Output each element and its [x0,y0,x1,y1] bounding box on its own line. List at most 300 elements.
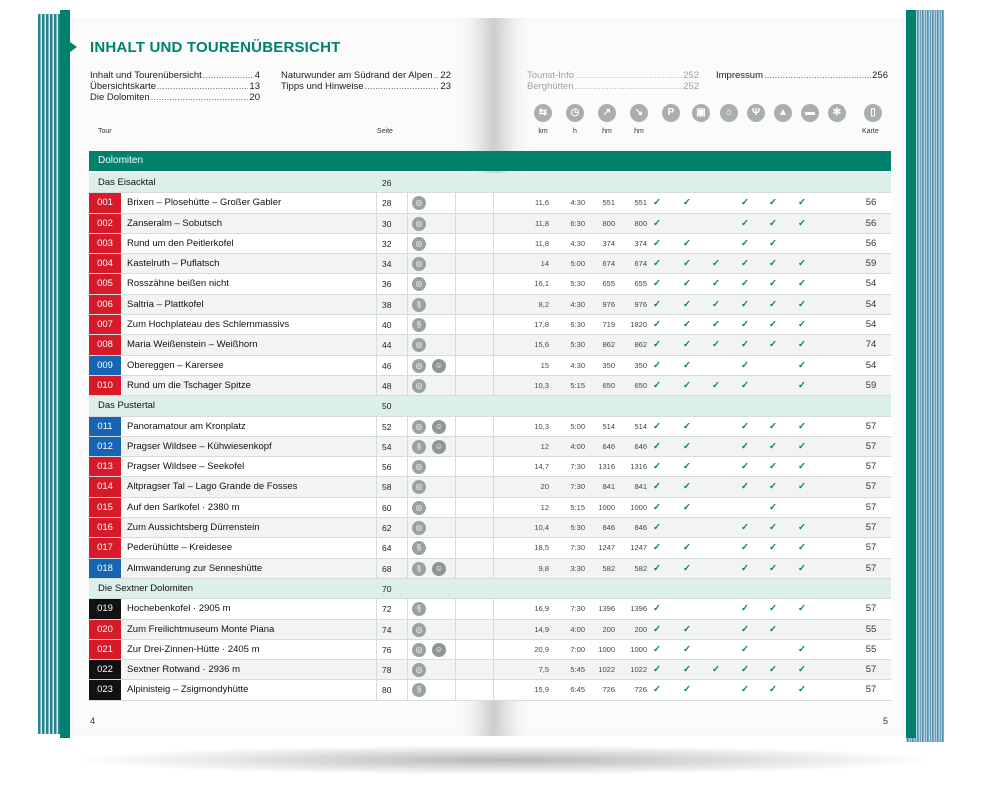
tour-descent: 862 [634,340,647,350]
tour-name: Panoramatour am Kronplatz [127,420,246,432]
column-divider [455,660,456,679]
toc-page: 22 [440,70,451,81]
check-icon: ✓ [683,481,691,493]
difficulty-icon: § [412,683,426,697]
check-icon: ✓ [769,522,777,534]
tour-number: 017 [89,538,121,557]
tour-number: 011 [89,417,121,436]
column-divider [376,193,377,212]
tour-name: Auf den Sarlkofel · 2380 m [127,501,240,513]
icon-column [772,104,794,122]
check-icon: ✓ [653,217,661,229]
tour-ascent: 846 [602,523,615,533]
tour-row[interactable] [89,518,891,538]
difficulty-icon: ◎ [412,480,426,494]
check-icon: ✓ [712,278,720,290]
column-divider [407,274,408,293]
family-icon: ☺ [432,440,446,454]
check-icon: ✓ [683,501,691,513]
check-icon: ✓ [769,623,777,635]
tour-row[interactable] [89,274,891,294]
ascent-icon: ↗ [598,104,616,122]
check-icon: ✓ [741,542,749,554]
check-icon: ✓ [712,298,720,310]
tour-ascent: 719 [602,320,615,330]
tour-ascent: 650 [602,380,615,390]
cable-car-icon: ⌂ [720,104,738,122]
tour-map-number: 57 [865,481,877,493]
tour-row[interactable] [89,335,891,355]
column-divider [407,335,408,354]
column-divider [493,457,494,476]
map-icon: ▯ [864,104,882,122]
tour-distance: 18,5 [534,543,549,553]
column-divider [493,559,494,578]
column-divider [376,660,377,679]
toc-entry[interactable] [527,81,699,92]
tour-duration: 5:45 [570,665,585,675]
tour-row[interactable] [89,193,891,213]
icon-column [799,104,821,122]
check-icon: ✓ [683,440,691,452]
tour-page: 40 [382,320,392,331]
tour-row[interactable] [89,498,891,518]
tour-descent: 841 [634,482,647,492]
check-icon: ✓ [712,339,720,351]
tour-row[interactable] [89,538,891,558]
difficulty-icon: ◎ [412,379,426,393]
tour-duration: 5:30 [570,523,585,533]
tour-row[interactable] [89,599,891,619]
check-icon: ✓ [712,379,720,391]
toc-leader [203,70,254,81]
tour-descent: 514 [634,421,647,431]
column-divider [455,559,456,578]
check-icon: ✓ [798,379,806,391]
column-divider [376,640,377,659]
tour-name: Alpinisteig – Zsigmondyhütte [127,684,249,696]
tour-distance: 10,3 [534,380,549,390]
tour-row[interactable] [89,254,891,274]
check-icon: ✓ [798,603,806,615]
column-divider [376,254,377,273]
difficulty-icon: ◎ [412,196,426,210]
tour-page: 74 [382,624,392,635]
tour-descent: 200 [634,624,647,634]
check-icon: ✓ [769,440,777,452]
check-icon: ✓ [683,237,691,249]
tour-descent: 1247 [630,543,647,553]
tour-map-number: 57 [865,440,877,452]
column-divider [493,356,494,375]
tour-descent: 1000 [630,502,647,512]
check-icon: ✓ [741,481,749,493]
tour-duration: 5:15 [570,380,585,390]
family-icon: ☺ [432,359,446,373]
check-icon: ✓ [769,481,777,493]
check-icon: ✓ [798,461,806,473]
tour-ascent: 800 [602,218,615,228]
check-icon: ✓ [683,197,691,209]
tour-distance: 20,9 [534,644,549,654]
tour-distance: 9,8 [538,563,549,573]
tour-number: 009 [89,356,121,375]
tour-descent: 1022 [630,665,647,675]
tour-distance: 14 [540,259,549,269]
tour-page: 30 [382,218,392,229]
tour-descent: 800 [634,218,647,228]
tour-map-number: 56 [865,197,877,209]
check-icon: ✓ [653,359,661,371]
page-number-right: 5 [883,716,889,726]
check-icon: ✓ [741,339,749,351]
check-icon: ✓ [653,197,661,209]
check-icon: ✓ [653,562,661,574]
column-divider [455,335,456,354]
difficulty-icon: ◎ [412,237,426,251]
check-icon: ✓ [683,339,691,351]
column-divider [455,274,456,293]
check-icon: ✓ [769,278,777,290]
tour-row[interactable] [89,295,891,315]
tour-descent: 646 [634,441,647,451]
tour-number: 020 [89,620,121,639]
tour-descent: 726 [634,685,647,695]
check-icon: ✓ [798,319,806,331]
column-divider [455,620,456,639]
column-divider [455,538,456,557]
tour-number: 005 [89,274,121,293]
column-divider [376,315,377,334]
tour-ascent: 374 [602,238,615,248]
winter-icon: ✻ [828,104,846,122]
tour-duration: 4:00 [570,624,585,634]
toc-entry[interactable] [90,70,260,81]
tour-map-number: 55 [865,623,877,635]
family-icon: ☺ [432,643,446,657]
toc-page: 23 [440,81,451,92]
tour-row[interactable] [89,417,891,437]
tour-name: Zum Hochplateau des Schlernmassivs [127,319,290,331]
column-divider [376,680,377,699]
tour-number: 014 [89,477,121,496]
toc-entry[interactable] [281,70,451,81]
tour-distance: 12 [540,502,549,512]
tour-page: 48 [382,380,392,391]
column-divider [455,356,456,375]
difficulty-icon: ◎ [412,643,426,657]
column-divider [376,417,377,436]
column-divider [493,640,494,659]
difficulty-icon: ◎ [412,623,426,637]
check-icon: ✓ [683,420,691,432]
tour-ascent: 350 [602,360,615,370]
check-icon: ✓ [741,278,749,290]
tour-page: 76 [382,644,392,655]
check-icon: ✓ [741,623,749,635]
column-divider [376,214,377,233]
tour-map-number: 59 [865,379,877,391]
tour-row[interactable] [89,437,891,457]
column-divider [376,498,377,517]
tour-row[interactable] [89,376,891,396]
subsection-page: 70 [382,583,392,594]
check-icon: ✓ [769,603,777,615]
check-icon: ✓ [653,440,661,452]
toc-leader [365,81,440,92]
family-icon: ☺ [432,562,446,576]
icon-column [532,104,554,135]
tour-row[interactable] [89,234,891,254]
tour-distance: 15,6 [534,340,549,350]
column-divider [407,437,408,456]
icon-column [690,104,712,122]
tour-number: 012 [89,437,121,456]
column-divider [407,295,408,314]
check-icon: ✓ [741,237,749,249]
check-icon: ✓ [653,298,661,310]
tour-page: 46 [382,360,392,371]
check-icon: ✓ [798,258,806,270]
toc-entry[interactable] [281,81,451,92]
column-divider [455,477,456,496]
tour-name: Zum Freilichtmuseum Monte Piana [127,623,275,635]
tour-ascent: 1000 [598,502,615,512]
column-divider [493,680,494,699]
icon-column [596,104,618,135]
check-icon: ✓ [769,237,777,249]
tour-row[interactable] [89,559,891,579]
check-icon: ✓ [798,278,806,290]
tour-name: Zur Drei-Zinnen-Hütte · 2405 m [127,643,260,655]
check-icon: ✓ [741,298,749,310]
check-icon: ✓ [683,684,691,696]
restaurant-icon: Ψ [747,104,765,122]
tour-duration: 4:00 [570,441,585,451]
tour-row[interactable] [89,620,891,640]
tour-name: Pragser Wildsee – Seekofel [127,461,245,473]
check-icon: ✓ [741,684,749,696]
column-divider [376,559,377,578]
toc-page: 13 [249,81,260,92]
parking-icon: P [662,104,680,122]
toc-entry[interactable] [527,70,699,81]
check-icon: ✓ [798,217,806,229]
toc-leader [764,70,871,81]
tour-row[interactable] [89,680,891,700]
tour-distance: 14,7 [534,462,549,472]
tour-map-number: 57 [865,664,877,676]
icon-unit-label: hm [602,128,612,135]
check-icon: ✓ [683,278,691,290]
difficulty-icon: ◎ [412,217,426,231]
tour-distance: 14,9 [534,624,549,634]
tour-duration: 7:30 [570,604,585,614]
column-divider [455,518,456,537]
check-icon: ✓ [798,562,806,574]
column-divider [407,477,408,496]
check-icon: ✓ [653,522,661,534]
tour-duration: 4:30 [570,238,585,248]
tour-descent: 846 [634,523,647,533]
column-divider [376,518,377,537]
tour-row[interactable] [89,214,891,234]
section-title: Dolomiten [98,155,144,166]
check-icon: ✓ [769,339,777,351]
subsection-row [89,579,891,599]
check-icon: ✓ [798,481,806,493]
toc-column-1 [90,70,260,103]
tour-ascent: 1247 [598,543,615,553]
tour-distance: 15,9 [534,685,549,695]
family-icon: ☺ [432,420,446,434]
check-icon: ✓ [653,237,661,249]
tour-ascent: 841 [602,482,615,492]
tour-ascent: 1396 [598,604,615,614]
column-divider [493,193,494,212]
check-icon: ✓ [798,197,806,209]
difficulty-icon: ◎ [412,257,426,271]
difficulty-icon: ◎ [412,420,426,434]
tour-map-number: 54 [865,298,877,310]
tour-ascent: 1316 [598,462,615,472]
tour-name: Brixen – Plosehütte – Großer Gabler [127,197,282,209]
tour-ascent: 514 [602,421,615,431]
icon-column [745,104,767,122]
tour-page: 58 [382,482,392,493]
column-divider [407,315,408,334]
tour-map-number: 56 [865,237,877,249]
tour-page: 62 [382,523,392,534]
tour-number: 013 [89,457,121,476]
tour-ascent: 1000 [598,644,615,654]
toc-entry[interactable] [90,92,260,103]
tour-number: 003 [89,234,121,253]
check-icon: ✓ [741,258,749,270]
column-divider [376,356,377,375]
difficulty-icon: § [412,318,426,332]
icon-column [718,104,740,122]
tour-map-number: 57 [865,562,877,574]
tour-distance: 8,2 [538,299,549,309]
check-icon: ✓ [653,603,661,615]
check-icon: ✓ [798,684,806,696]
tour-duration: 7:00 [570,644,585,654]
tour-descent: 650 [634,380,647,390]
tour-ascent: 655 [602,279,615,289]
toc-label: Die Dolomiten [90,92,150,103]
tour-name: Obereggen – Karersee [127,359,224,371]
check-icon: ✓ [741,643,749,655]
tour-distance: 15 [540,360,549,370]
check-icon: ✓ [741,461,749,473]
toc-entry[interactable] [716,70,888,81]
subsection-page: 50 [382,401,392,412]
check-icon: ✓ [769,258,777,270]
subsection-page: 26 [382,178,392,188]
toc-leader [574,81,682,92]
tour-row[interactable] [89,356,891,376]
tour-row[interactable] [89,660,891,680]
column-divider [493,417,494,436]
check-icon: ✓ [712,319,720,331]
toc-entry[interactable] [90,81,260,92]
tour-descent: 350 [634,360,647,370]
check-icon: ✓ [798,643,806,655]
tour-row[interactable] [89,457,891,477]
tour-name: Rund um die Tschager Spitze [127,379,251,391]
tour-map-number: 57 [865,461,877,473]
tour-distance: 7,5 [538,665,549,675]
column-divider [455,315,456,334]
tour-row[interactable] [89,477,891,497]
check-icon: ✓ [653,420,661,432]
tour-row[interactable] [89,640,891,660]
check-icon: ✓ [769,298,777,310]
column-divider [455,376,456,395]
tour-number: 019 [89,599,121,618]
tour-duration: 5:30 [570,279,585,289]
section-dolomiten [89,151,891,171]
tour-name: Altpragser Tal – Lago Grande de Fosses [127,481,298,493]
column-divider [407,234,408,253]
difficulty-icon: § [412,562,426,576]
tour-duration: 6:45 [570,685,585,695]
tour-distance: 16,9 [534,604,549,614]
column-divider [407,640,408,659]
tour-page: 34 [382,259,392,270]
check-icon: ✓ [769,664,777,676]
check-icon: ✓ [653,501,661,513]
distance-icon: ⇆ [534,104,552,122]
check-icon: ✓ [741,197,749,209]
check-icon: ✓ [653,664,661,676]
tour-map-number: 57 [865,542,877,554]
tour-duration: 4:30 [570,198,585,208]
tour-map-number: 57 [865,522,877,534]
toc-column-3 [527,70,699,92]
tour-duration: 7:30 [570,482,585,492]
left-green-border [60,10,70,738]
tour-number: 015 [89,498,121,517]
toc-label: Berghütten [527,81,574,92]
column-divider [493,274,494,293]
check-icon: ✓ [741,562,749,574]
tour-distance: 17,8 [534,320,549,330]
tour-distance: 11,8 [534,238,549,248]
column-divider [455,295,456,314]
tour-duration: 5:15 [570,502,585,512]
subsection-title: Das Pustertal [98,400,156,412]
difficulty-icon: § [412,602,426,616]
tour-descent: 551 [634,198,647,208]
column-divider [455,437,456,456]
header-karte: Karte [862,128,879,135]
check-icon: ✓ [741,664,749,676]
tour-row[interactable] [89,315,891,335]
toc-label: Tourist-Info [527,70,574,81]
check-icon: ✓ [683,623,691,635]
column-divider [493,477,494,496]
tour-number: 021 [89,640,121,659]
column-divider [407,599,408,618]
column-divider [407,254,408,273]
check-icon: ✓ [683,258,691,270]
column-divider [493,335,494,354]
column-divider [376,295,377,314]
tour-number: 002 [89,214,121,233]
column-divider [493,518,494,537]
